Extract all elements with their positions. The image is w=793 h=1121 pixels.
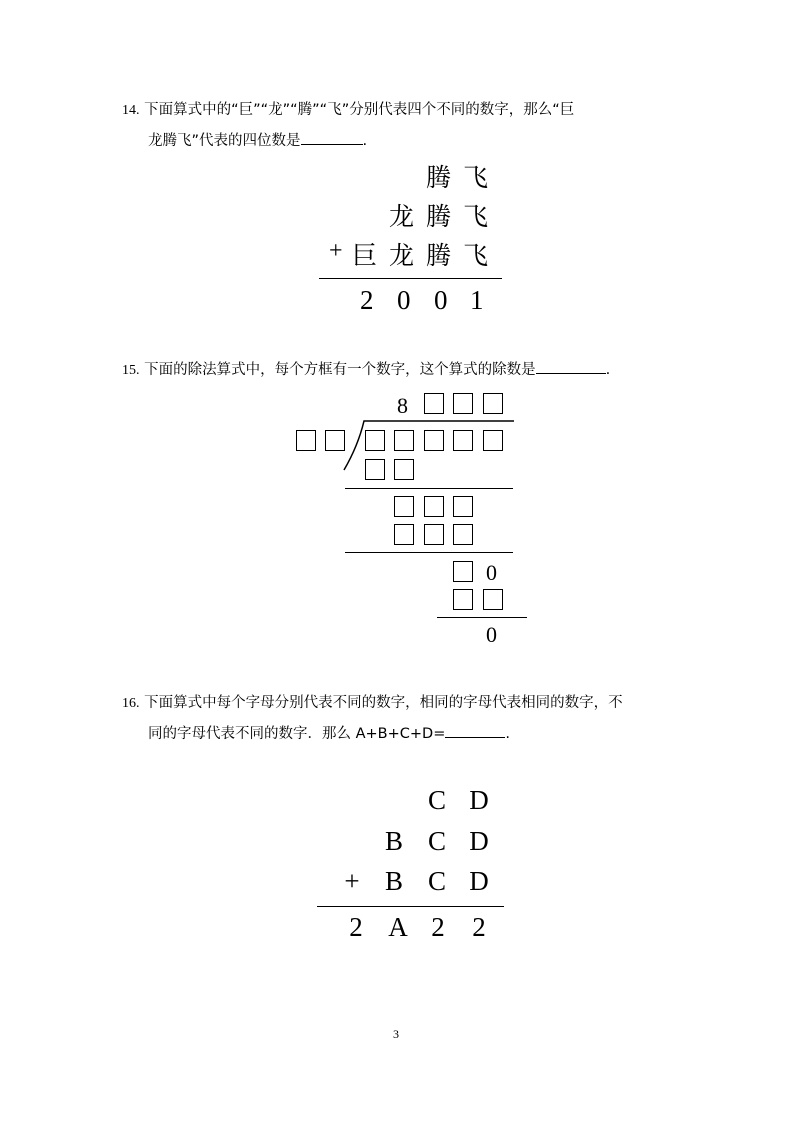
- q16-row3-letter-C: C: [427, 866, 446, 896]
- q15-quotient-box: [424, 393, 444, 414]
- q16-plus-sign: +: [344, 866, 360, 896]
- q14-line2: [148, 128, 367, 154]
- q15-text-end: .: [605, 362, 611, 378]
- q14-row3-digit4: 飞: [463, 241, 489, 270]
- q15-product1-box: [394, 459, 414, 480]
- q14-result-digit1: 2: [360, 285, 374, 315]
- q14-row3-digit2: 龙: [389, 241, 415, 270]
- q15-remainder1-box: [424, 496, 444, 517]
- q16-row3-letter-B: B: [384, 866, 403, 896]
- q14-row1-digit4: 飞: [463, 163, 489, 192]
- q16-row2-letter-D: D: [469, 826, 489, 856]
- q15-subtract-line-1: [345, 488, 513, 489]
- q14-sum-line: [319, 278, 502, 279]
- q15-product3-box: [483, 589, 503, 610]
- q15-quotient-box: [453, 393, 473, 414]
- q16-row1-letter-C: C: [427, 785, 446, 815]
- q15-divisor-box: [325, 430, 345, 451]
- q15-dividend-box: [483, 430, 503, 451]
- q16-result-digit4: 2: [472, 912, 486, 942]
- q15-text: 下面的除法算式中，每个方框有一个数字，这个算式的除数是: [144, 362, 536, 378]
- q15-remainder1-box: [453, 496, 473, 517]
- q16-sum-line: [317, 906, 504, 907]
- q16-line2: [148, 721, 510, 747]
- q15-dividend-box: [453, 430, 473, 451]
- q16-row3-letter-D: D: [469, 866, 489, 896]
- q16-result-digit1: 2: [349, 912, 363, 942]
- q15-product3-box: [453, 589, 473, 610]
- q14-text-line2: 龙腾飞”代表的四位数是: [148, 133, 301, 149]
- q16-line1: [122, 690, 623, 717]
- page-number: 3: [393, 1027, 399, 1041]
- q15-quotient-box: [483, 393, 503, 414]
- q15-product2-box: [453, 524, 473, 545]
- q14-result-digit3: 0: [434, 285, 448, 315]
- q15-subtract-line-3: [437, 617, 527, 618]
- q15-subtract-line-2: [345, 552, 513, 553]
- q14-row3-digit3: 腾: [426, 241, 452, 270]
- q15-product1-box: [365, 459, 385, 480]
- q15-divisor-box: [296, 430, 316, 451]
- q15-dividend-box: [394, 430, 414, 451]
- q16-row2-letter-B: B: [384, 826, 403, 856]
- q16-result-digit3: 2: [431, 912, 445, 942]
- q15-final-remainder: 0: [486, 622, 497, 647]
- q16-result-letter-A: A: [388, 912, 408, 942]
- q15-dividend-box: [365, 430, 385, 451]
- q16-text-end: .: [505, 726, 510, 742]
- q16-text-line2: 同的字母代表不同的数字．那么 A+B+C+D=: [148, 726, 446, 742]
- q14-number: 14.: [122, 103, 140, 118]
- q14-row2-digit2: 龙: [389, 202, 415, 231]
- q14-line1: [122, 97, 574, 124]
- q14-row2-digit4: 飞: [463, 202, 489, 231]
- q14-row3-digit1: 巨: [352, 241, 378, 270]
- q15-line1: [122, 357, 610, 384]
- q14-result-digit2: 0: [397, 285, 411, 315]
- q16-row1-letter-D: D: [469, 785, 489, 815]
- q14-row1-digit3: 腾: [426, 163, 452, 192]
- q14-row2-digit3: 腾: [426, 202, 452, 231]
- q14-text-end: .: [362, 133, 368, 149]
- q15-product2-box: [394, 524, 414, 545]
- q15-product2-box: [424, 524, 444, 545]
- q16-number: 16.: [122, 696, 140, 711]
- q15-remainder2-digit: 0: [486, 560, 497, 585]
- q15-answer-blank[interactable]: [536, 357, 606, 374]
- q14-plus-sign: +: [329, 238, 343, 264]
- q16-answer-blank[interactable]: [445, 721, 505, 738]
- q14-answer-blank[interactable]: [301, 128, 363, 145]
- q14-text-line1: 下面算式中的“巨”“龙”“腾”“飞”分别代表四个不同的数字，那么“巨: [144, 102, 575, 118]
- q15-quotient-digit-8: 8: [397, 393, 408, 418]
- q15-number: 15.: [122, 363, 140, 378]
- q15-remainder2-box: [453, 561, 473, 582]
- q15-dividend-box: [424, 430, 444, 451]
- q14-result-digit4: 1: [470, 285, 484, 315]
- q16-text-line1: 下面算式中每个字母分别代表不同的数字，相同的字母代表相同的数字，不: [144, 695, 623, 711]
- q15-remainder1-box: [394, 496, 414, 517]
- q16-row2-letter-C: C: [427, 826, 446, 856]
